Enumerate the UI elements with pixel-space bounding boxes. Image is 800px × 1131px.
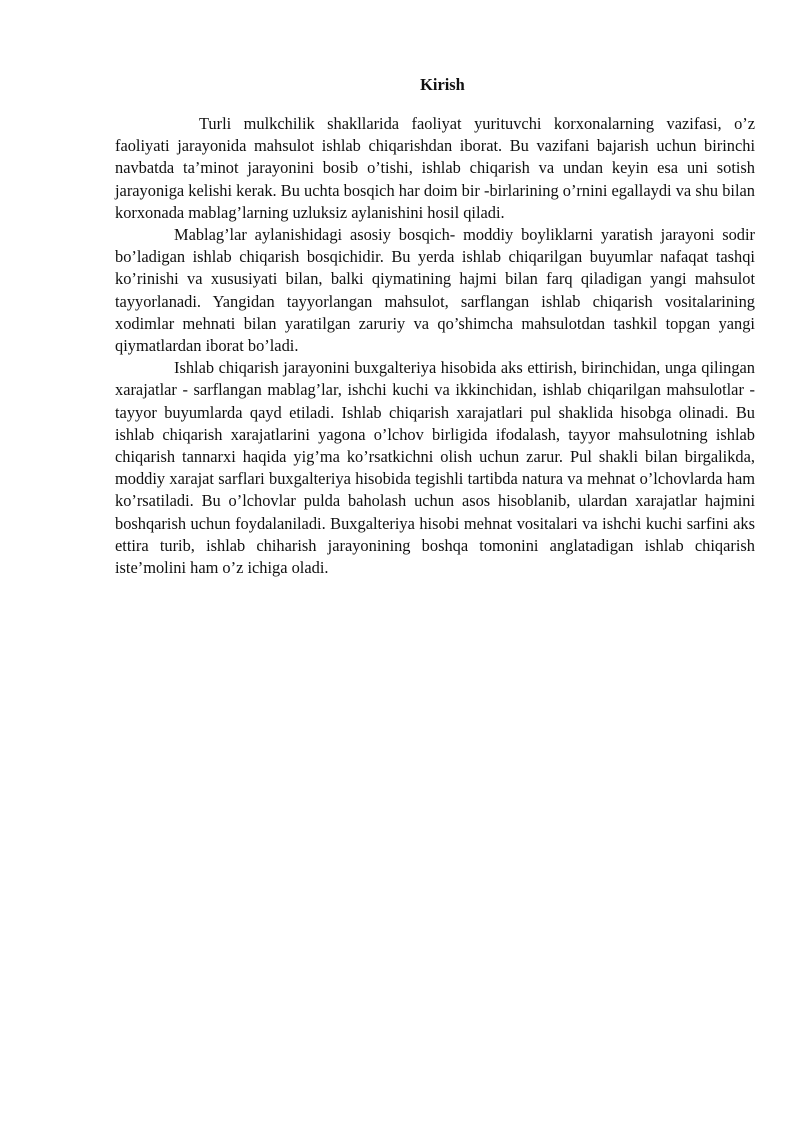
document-body [115,74,755,579]
paragraph-3: Ishlab chiqarish jarayonini buxgalteriya hisobida aks ettirish, birinchidan, unga qilingan xarajatlar - sarflangan mablag’lar, ishchi kuchi va ikkinchidan, ishlab chiqarilgan mahsulotlar - tayyor buyumlarda qayd etiladi. Ishlab chiqarish xarajatlari pul shaklida hisobga olinadi. Bu ishlab chiqarish xarajatlarini yagona o’lchov birligida ifodalash, tayyor mahsulotning ishlab chiqarish tannarxi haqida yig’ma ko’rsatkichni olish uchun zarur. Pul shakli bilan birgalikda, moddiy xarajat sarflari buxgalteriya hisobida tegishli tartibda natura va mehnat o’lchovlarda ham ko’rsatiladi. Bu o’lchovlar pulda baholash uchun asos hisoblanib, ulardan xarajatlar hajmini boshqarish uchun foydalaniladi. Buxgalteriya hisobi mehnat vositalari va ishchi kuchi sarfini aks ettira turib, ishlab chiharish jarayonining boshqa tomonini anglatadigan ishlab chiqarish iste’molini ham o’z ichiga oladi. [115,358,755,578]
document-title: Kirish [420,75,465,94]
paragraph-1: Turli mulkchilik shakllarida faoliyat yurituvchi korxonalarning vazifasi, o’z faoliyati jarayonida mahsulot ishlab chiqarishdan iborat. Bu vazifani bajarish uchun birinchi navbatda ta’minot jarayonini bosib o’tishi, ishlab chiqarish va undan keyin esa uni sotish jarayoniga kelishi kerak. Bu uchta bosqich har doim bir -birlarining o’rnini egallaydi va shu bilan korxonada mablag’larning uzluksiz aylanishini hosil qiladi. [115,114,755,222]
paragraph-2: Mablag’lar aylanishidagi asosiy bosqich- moddiy boyliklarni yaratish jarayoni sodir bo’ladigan ishlab chiqarish bosqichidir. Bu yerda ishlab chiqarilgan buyumlar nafaqat tashqi ko’rinishi va xususiyati bilan, balki qiymatining hajmi bilan farq qiladigan yangi mahsulot tayyorlanadi. Yangidan tayyorlangan mahsulot, sarflangan ishlab chiqarish vositalarining xodimlar mehnati bilan yaratilgan zaruriy va qo’shimcha mahsulotdan tashkil topgan yangi qiymatlardan iborat bo’ladi. [115,225,755,356]
